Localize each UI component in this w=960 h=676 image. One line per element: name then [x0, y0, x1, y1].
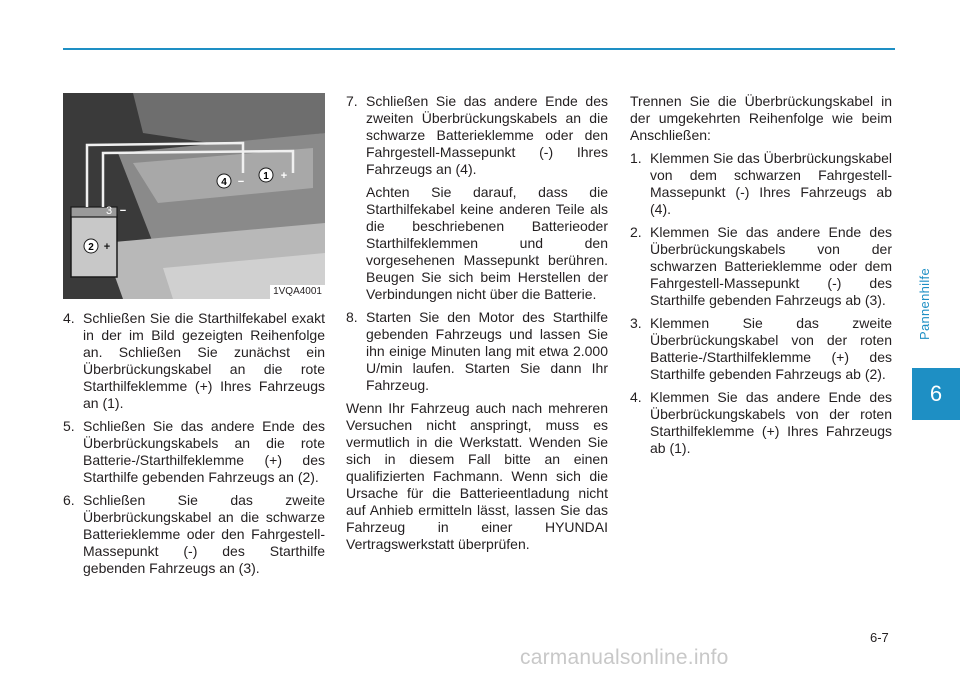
column-3 [630, 93, 892, 463]
callout-1 [259, 168, 287, 182]
svg-text:2: 2 [88, 242, 94, 253]
step-note: Achten Sie darauf, dass die Starthilfekabel keine anderen Teile als die beschriebenen Batterieoder Starthilfeklemmen und den vorgesehenen Massepunkt berühren. Beugen Sie sich beim Herstellen der Verbindungen nicht über die Batterie. [366, 184, 608, 302]
figure-code: 1VQA4001 [270, 285, 325, 299]
list-item: 5. Schließen Sie das andere Ende des Überbrückungskabels an die rote Batterie-/Starthilfeklemme (+) des Starthilfe gebenden Fahrzeugs an (2). [63, 418, 325, 485]
list-item: 1. Klemmen Sie das Überbrückungskabel von dem schwarzen Fahrgestell-Massepunkt (-) Ihres Fahrzeugs ab (4). [630, 150, 893, 217]
callout-2 [84, 239, 110, 253]
callout-3 [106, 205, 126, 217]
svg-text:4: 4 [221, 177, 227, 188]
chapter-number-tab: 6 [912, 368, 960, 420]
list-item: 3. Klemmen Sie das zweite Überbrückungskabel von der roten Batterie-/Starthilfeklemme (+) des Starthilfe gebenden Fahrzeugs ab (2). [630, 315, 892, 382]
svg-text:−: − [119, 205, 127, 217]
section-title: Pannenhilfe [917, 268, 932, 340]
list-item: 7. Schließen Sie das andere Ende des zweiten Überbrückungskabels an die schwarze Batterieklemme oder den Fahrgestell-Massepunkt (-) Ihres Fahrzeugs an (4). Achten Sie darauf, dass die Starthilfekabel keine anderen Teile als die beschriebenen Batterieoder Starthilfeklemmen und den vorgesehenen Massepunkt berühren. Beugen Sie sich beim Herstellen der Verbindungen nicht über die Batterie. [346, 93, 608, 302]
callout-4 [217, 174, 244, 188]
list-item: 4. Klemmen Sie das andere Ende des Überbrückungskabels von der roten Starthilfeklemme (+) Ihres Fahrzeugs ab (1). [630, 389, 892, 456]
svg-text:+: + [280, 170, 288, 182]
steps-list-part1 [63, 310, 325, 577]
list-item: 4. Schließen Sie die Starthilfekabel exakt in der im Bild gezeigten Reihenfolge an. Schließen Sie zunächst ein Überbrückungskabel an die rote Starthilfeklemme (+) Ihres Fahrzeugs an (1). [63, 310, 325, 411]
disconnect-intro: Trennen Sie die Überbrückungskabel in der umgekehrten Reihenfolge wie beim Anschließen: [630, 93, 892, 143]
svg-text:+: + [103, 241, 111, 253]
svg-text:−: − [237, 176, 245, 188]
steps-list-part2 [346, 93, 608, 394]
column-1 [63, 93, 325, 583]
list-item: 6. Schließen Sie das zweite Überbrückungskabel an die schwarze Batterieklemme oder den Fahrgestell-Massepunkt (-) des Starthilfe gebenden Fahrzeugs an (3). [63, 492, 325, 576]
page-number: 6-7 [870, 630, 889, 645]
header-rule [63, 48, 895, 50]
watermark: carmanualsonline.info [520, 646, 729, 669]
svg-text:1: 1 [263, 171, 269, 182]
jump-start-illustration [63, 93, 325, 299]
callout-layer [63, 93, 325, 299]
svg-text:3: 3 [105, 205, 113, 217]
list-item: 2. Klemmen Sie das andere Ende des Überbrückungskabels von der schwarzen Batterieklemme oder dem Fahrgestell-Massepunkt (-) des Starthilfe gebenden Fahrzeugs ab (3). [630, 224, 892, 308]
workshop-paragraph: Wenn Ihr Fahrzeug auch nach mehreren Versuchen nicht anspringt, muss es vermutlich in die Werkstatt. Wenden Sie sich in diesem Fall bitte an einen qualifizierten Fachmann. Wenn sich die Ursache für die Batterieentladung nicht auf Anhieb ermitteln lässt, lassen Sie das Fahrzeug in einer HYUNDAI Vertragswerkstatt überprüfen. [346, 400, 608, 552]
disconnect-steps-list [630, 150, 892, 457]
list-item: 8. Starten Sie den Motor des Starthilfe gebenden Fahrzeugs und lassen Sie ihn einige Minuten lang mit etwa 2.000 U/min laufen. Starten Sie dann Ihr Fahrzeug. [346, 309, 608, 393]
column-2 [346, 93, 608, 559]
